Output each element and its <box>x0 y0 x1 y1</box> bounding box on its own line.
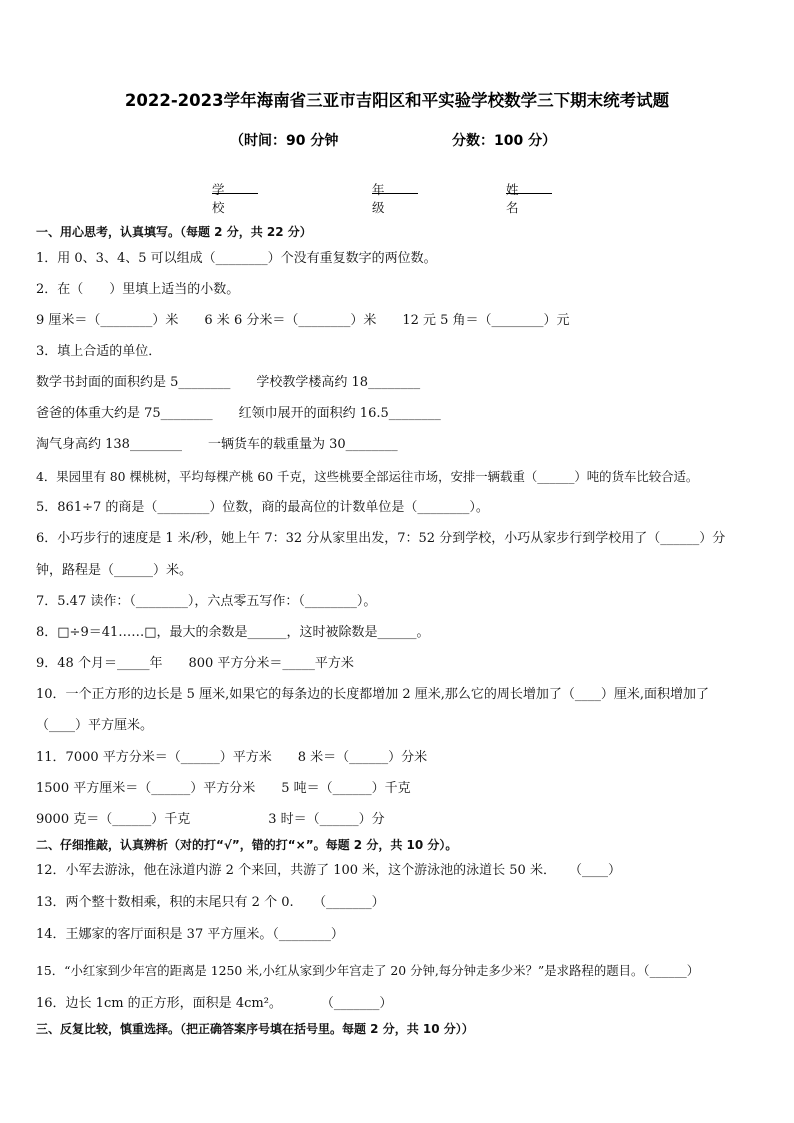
exam-title: 2022-2023学年海南省三亚市吉阳区和平实验学校数学三下期末统考试题 <box>124 91 670 110</box>
question-line: 13．两个整十数相乘，积的末尾只有 2 个 0. （_______） <box>36 895 385 910</box>
name-blank <box>506 180 552 194</box>
section-heading: 二、仔细推敲，认真辨析（对的打“√”，错的打“×”。每题 2 分，共 10 分）。 <box>36 838 458 852</box>
question-line: 5．861÷7 的商是（________）位数，商的最高位的计数单位是（________）。 <box>36 500 489 515</box>
question-line: 9000 克＝（______）千克 3 时＝（______）分 <box>36 812 385 827</box>
question-line: 爸爸的体重大约是 75________ 红领巾展开的面积约 16.5________ <box>36 406 441 421</box>
question-line: 4．果园里有 80 棵桃树，平均每棵产桃 60 千克，这些桃要全部运往市场，安排一辆载重（______）吨的货车比较合适。 <box>36 469 699 484</box>
question-line: 11．7000 平方分米＝（______）平方米 8 米＝（______）分米 <box>36 750 428 765</box>
time-limit: （时间：90 分钟 <box>230 133 339 149</box>
question-line: 2．在（ ）里填上适当的小数。 <box>36 282 240 297</box>
question-line: 钟，路程是（______）米。 <box>36 563 193 578</box>
question-line: 7．5.47 读作：（________），六点零五写作：（________）。 <box>36 594 377 609</box>
question-line: 数学书封面的面积约是 5________ 学校教学楼高约 18________ <box>36 375 421 390</box>
question-line: 6．小巧步行的速度是 1 米/秒，她上午 7：32 分从家里出发，7：52 分到学校，小巧从家步行到学校用了（______）分 <box>36 531 726 546</box>
section-heading: 三、反复比较，慎重选择。（把正确答案序号填在括号里。每题 2 分，共 10 分）） <box>36 1022 474 1036</box>
question-line: 1．用 0、3、4、5 可以组成（________）个没有重复数字的两位数。 <box>36 251 437 266</box>
school-label: 学校 <box>212 182 225 215</box>
question-line: 15．“小红家到少年宫的距离是 1250 米,小红从家到少年宫走了 20 分钟,每分钟走多少米？”是求路程的题目。（______） <box>36 963 700 978</box>
total-score: 分数：100 分） <box>452 133 557 149</box>
question-line: 16．边长 1cm 的正方形，面积是 4cm²。 （_______） <box>36 996 393 1011</box>
question-line: 14．王娜家的客厅面积是 37 平方厘米。（________） <box>36 927 344 942</box>
grade-blank <box>372 180 418 194</box>
name-label: 姓名 <box>506 182 519 215</box>
question-line: （____）平方厘米。 <box>36 718 154 733</box>
section-heading: 一、用心思考，认真填写。（每题 2 分，共 22 分） <box>36 225 312 239</box>
question-line: 8．□÷9＝41……□，最大的余数是______，这时被除数是______。 <box>36 625 430 640</box>
question-line: 9．48 个月＝_____年 800 平方分米＝_____平方米 <box>36 656 354 671</box>
question-line: 淘气身高约 138________ 一辆货车的载重量为 30________ <box>36 437 398 452</box>
school-blank <box>212 180 258 194</box>
question-line: 10．一个正方形的边长是 5 厘米,如果它的每条边的长度都增加 2 厘米,那么它的周长增加了（____）厘米,面积增加了 <box>36 687 710 702</box>
question-line: 3．填上合适的单位． <box>36 344 162 359</box>
question-line: 12．小军去游泳，他在泳道内游 2 个来回，共游了 100 米，这个游泳池的泳道长 50 米． （____） <box>36 863 621 878</box>
question-line: 9 厘米＝（________）米 6 米 6 分米＝（________）米 12 元 5 角＝（________）元 <box>36 313 570 328</box>
grade-label: 年级 <box>372 182 385 215</box>
question-line: 1500 平方厘米＝（______）平方分米 5 吨＝（______）千克 <box>36 781 411 796</box>
